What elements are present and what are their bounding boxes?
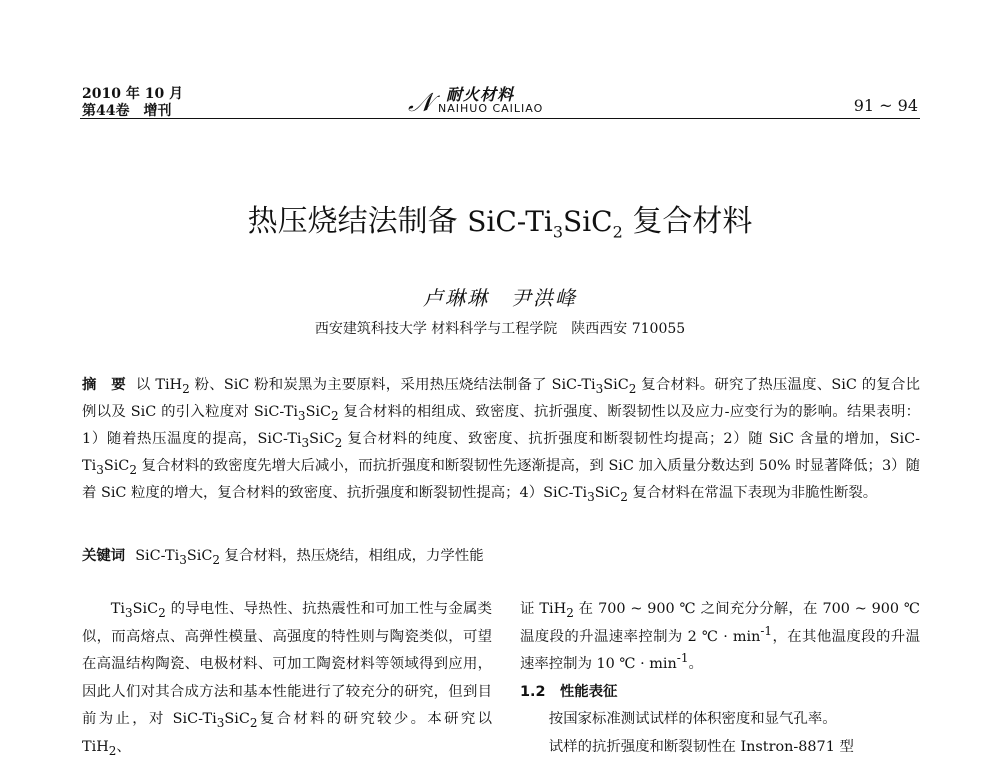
header-issue-info — [82, 86, 183, 120]
authors: 卢琳琳 尹洪峰 — [0, 282, 1000, 311]
body-column-right — [520, 596, 920, 761]
title-suffix: 复合材料 — [623, 204, 753, 239]
body-column-left — [82, 596, 492, 761]
journal-name-cn: 耐火材料 — [446, 82, 514, 105]
intro-paragraph: $Ti_3SiC_2$ 的导电性、导热性、抗热震性和可加工性与金属类似，而高熔点、高弹性模量、高强度的特性则与陶瓷类似，可望在高温结构陶瓷、电极材料、可加工陶瓷材料等领域得到应用，因此人们对其合成方法和基本性能进行了较充分的研究，但到目前为止，对 SiC-$Ti_3SiC_2$复合材料的研究较少。本研究以 TiH$_2$、 — [82, 596, 492, 761]
journal-logo-icon: 𝒩 — [408, 88, 433, 119]
method-paragraph-3: 试样的抗折强度和断裂韧性在 Instron-8871 型 — [520, 734, 920, 761]
abstract-label: 摘 要 — [82, 377, 126, 393]
affiliation: 西安建筑科技大学 材料科学与工程学院 陕西西安 710055 — [0, 318, 1000, 338]
journal-logo — [408, 82, 568, 118]
title-prefix: 热压烧结法制备 — [248, 204, 468, 239]
method-paragraph-2: 按国家标准测试试样的体积密度和显气孔率。 — [520, 706, 920, 734]
title-formula: SiC-$Ti_3SiC_2$ — [467, 205, 623, 238]
header-divider — [80, 118, 920, 119]
article-title — [0, 196, 1000, 240]
abstract — [82, 372, 920, 507]
keywords — [82, 546, 920, 566]
method-paragraph: 证 TiH$_2$ 在 700 ~ 900 ℃ 之间充分分解，在 700 ~ 900 ℃温度段的升温速率控制为 2 ℃ · $\min^{-1}$，在其他温度段的升温速率控制为 10 ℃ · $\min^{-1}$。 — [520, 596, 920, 679]
abstract-text: 以 TiH$_2$ 粉、SiC 粉和炭黑为主要原料，采用热压烧结法制备了 SiC-$Ti_3SiC_2$ 复合材料。研究了热压温度、SiC 的复合比例以及 SiC 的引入粒度对 SiC-$Ti_3SiC_2$ 复合材料的相组成、致密度、抗折强度、断裂韧性以及应力-应变行为的影响。结果表明：1）随着热压温度的提高，SiC-$Ti_3SiC_2$ 复合材料的纯度、致密度、抗折强度和断裂韧性均提高；2）随 SiC 含量的增加，SiC-$Ti_3SiC_2$ 复合材料的致密度先增大后减小，而抗折强度和断裂韧性先逐渐提高，到 SiC 加入质量分数达到 50% 时显著降低；3）随着 SiC 粒度的增大，复合材料的致密度、抗折强度和断裂韧性提高；$4)SiC-Ti_3SiC_2$ 复合材料在常温下表现为非脆性断裂。 — [82, 377, 920, 501]
keywords-label: 关键词 — [82, 548, 125, 564]
section-heading: 1.2 性能表征 — [520, 679, 920, 707]
issue-volume: 第44卷 增刊 — [82, 103, 183, 120]
page-range: 91 ~ 94 — [854, 96, 918, 115]
journal-name-en: NAIHUO CAILIAO — [438, 102, 543, 115]
issue-date: 2010 年 10 月 — [82, 86, 183, 103]
keywords-text: SiC-$Ti_3SiC_2$ 复合材料，热压烧结，相组成，力学性能 — [135, 548, 483, 564]
